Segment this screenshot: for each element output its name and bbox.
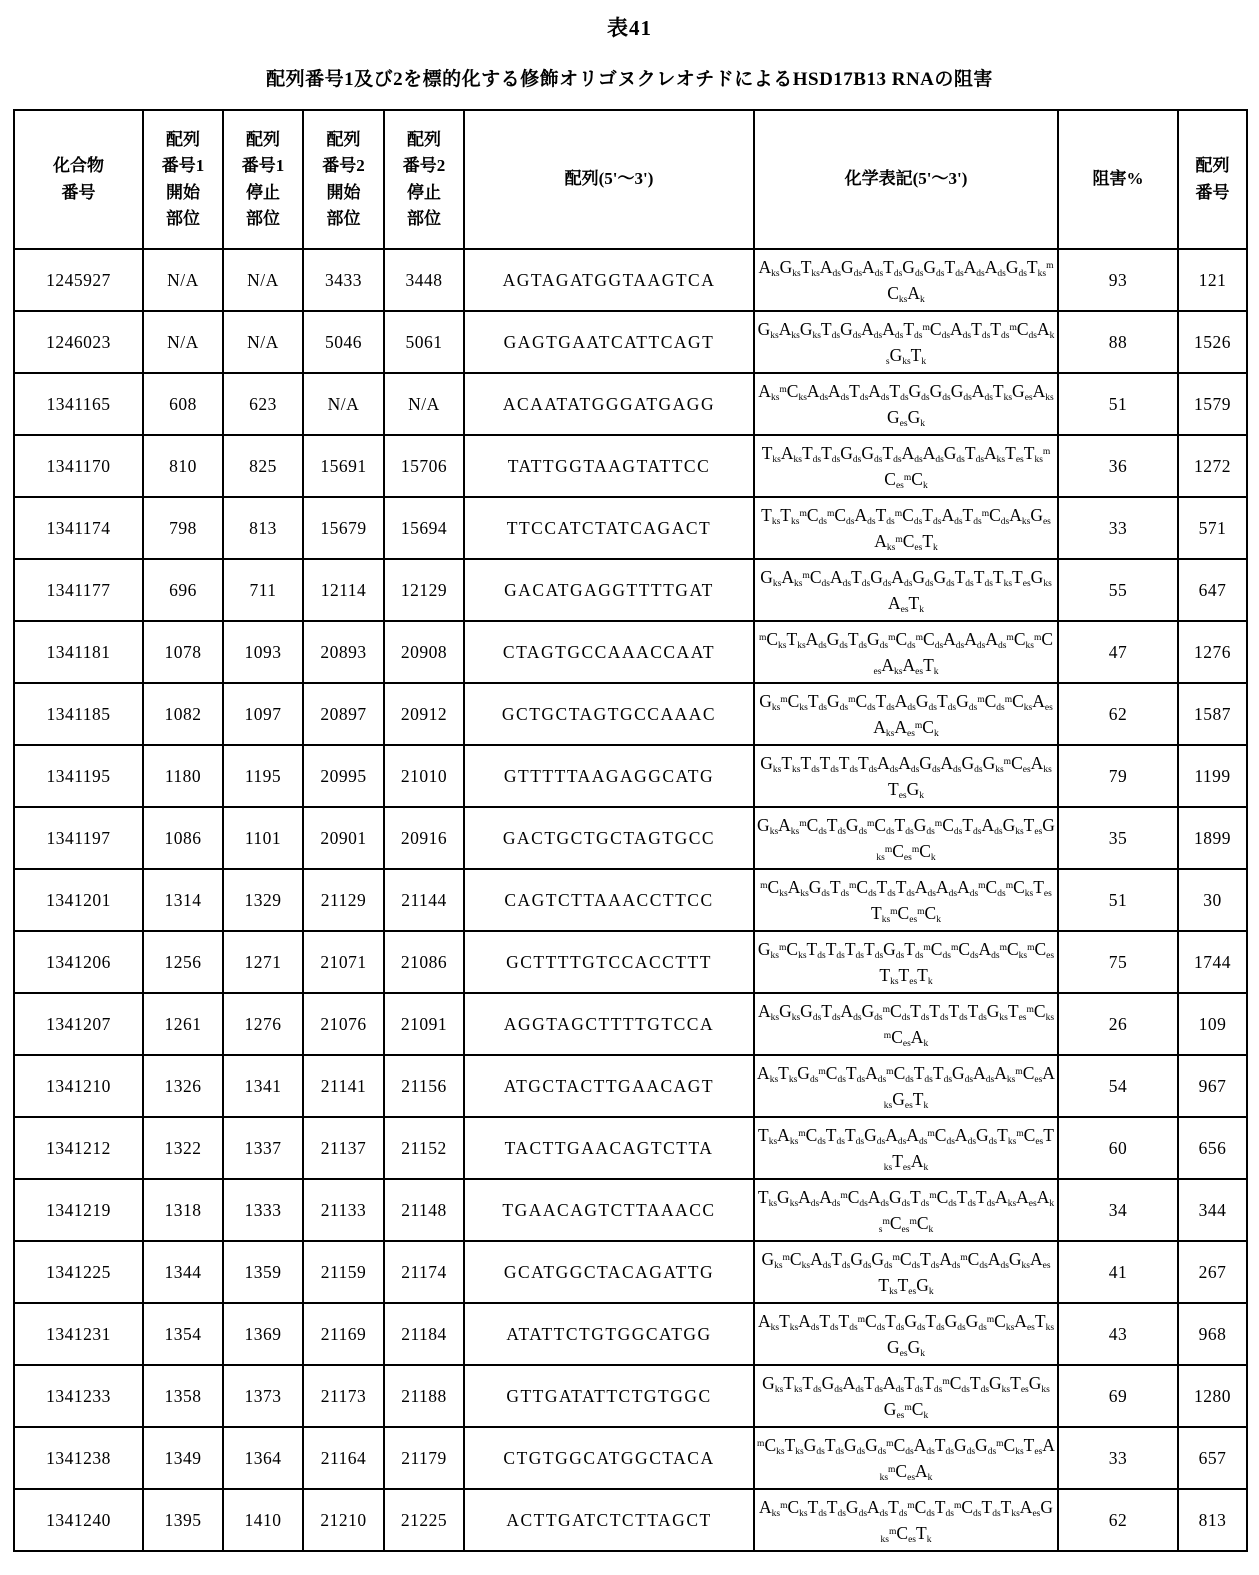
- inhibition-pct-cell: 93: [1058, 249, 1178, 311]
- sequence-cell: GTTTTTAAGAGGCATG: [464, 745, 754, 807]
- seq1-start-cell: 1395: [143, 1489, 223, 1551]
- table-row: [14, 869, 1247, 931]
- compound-number-cell: 1341206: [14, 931, 143, 993]
- chemistry-cell: $A_{ks}^mC_{ks}T_{ds}T_{ds}G_{ds}A_{ds}T_{ds}^mC_{ds}T_{ds}^mC_{ds}T_{ds}T_{ks}A_{es}G_{ks}^mC_{es}T_k$: [754, 1489, 1058, 1551]
- seq2-stop-cell: 21091: [384, 993, 464, 1055]
- seq-id-cell: 109: [1178, 993, 1247, 1055]
- table-row: [14, 1179, 1247, 1241]
- seq2-stop-cell: 21156: [384, 1055, 464, 1117]
- column-header-inhibition-pct: 阻害%: [1058, 110, 1178, 249]
- seq2-stop-cell: 21010: [384, 745, 464, 807]
- seq1-start-cell: 1078: [143, 621, 223, 683]
- seq1-stop-cell: 1276: [223, 993, 303, 1055]
- inhibition-pct-cell: 54: [1058, 1055, 1178, 1117]
- sequence-cell: ATATTCTGTGGCATGG: [464, 1303, 754, 1365]
- seq1-stop-cell: 1364: [223, 1427, 303, 1489]
- seq1-stop-cell: 1195: [223, 745, 303, 807]
- compound-number-cell: 1246023: [14, 311, 143, 373]
- inhibition-pct-cell: 43: [1058, 1303, 1178, 1365]
- compound-number-cell: 1341201: [14, 869, 143, 931]
- sequence-cell: GACATGAGGTTTTGAT: [464, 559, 754, 621]
- seq2-stop-cell: 20908: [384, 621, 464, 683]
- chemistry-cell: $A_{ks}T_{ks}A_{ds}T_{ds}T_{ds}^mC_{ds}T_{ds}G_{ds}T_{ds}G_{ds}G_{ds}^mC_{ks}A_{es}T_{ks}G_{es}G_k$: [754, 1303, 1058, 1365]
- seq2-start-cell: 21133: [303, 1179, 384, 1241]
- sequence-cell: GACTGCTGCTAGTGCC: [464, 807, 754, 869]
- column-header-seq1-stop: 配列 番号1 停止 部位: [223, 110, 303, 249]
- seq2-stop-cell: 21225: [384, 1489, 464, 1551]
- seq2-start-cell: 3433: [303, 249, 384, 311]
- inhibition-pct-cell: 69: [1058, 1365, 1178, 1427]
- seq1-stop-cell: 813: [223, 497, 303, 559]
- inhibition-pct-cell: 88: [1058, 311, 1178, 373]
- seq2-stop-cell: 20912: [384, 683, 464, 745]
- seq1-start-cell: N/A: [143, 249, 223, 311]
- seq1-start-cell: 1318: [143, 1179, 223, 1241]
- seq-id-cell: 571: [1178, 497, 1247, 559]
- seq-id-cell: 1280: [1178, 1365, 1247, 1427]
- seq2-stop-cell: 21184: [384, 1303, 464, 1365]
- seq1-start-cell: 798: [143, 497, 223, 559]
- seq1-stop-cell: 1271: [223, 931, 303, 993]
- compound-number-cell: 1341231: [14, 1303, 143, 1365]
- compound-number-cell: 1341197: [14, 807, 143, 869]
- chemistry-cell: $^mC_{ks}T_{ks}G_{ds}T_{ds}G_{ds}G_{ds}^mC_{ds}A_{ds}T_{ds}G_{ds}G_{ds}^mC_{ks}T_{es}A_{ks}^mC_{es}A_k$: [754, 1427, 1058, 1489]
- sequence-cell: CTGTGGCATGGCTACA: [464, 1427, 754, 1489]
- seq2-start-cell: 20893: [303, 621, 384, 683]
- sequence-cell: TGAACAGTCTTAAACC: [464, 1179, 754, 1241]
- sequence-cell: GTTGATATTCTGTGGC: [464, 1365, 754, 1427]
- compound-number-cell: 1341233: [14, 1365, 143, 1427]
- inhibition-pct-cell: 62: [1058, 683, 1178, 745]
- seq1-stop-cell: 1341: [223, 1055, 303, 1117]
- compound-number-cell: 1341181: [14, 621, 143, 683]
- sequence-cell: GAGTGAATCATTCAGT: [464, 311, 754, 373]
- sequence-cell: ACAATATGGGATGAGG: [464, 373, 754, 435]
- chemistry-cell: $G_{ks}T_{ks}T_{ds}T_{ds}T_{ds}T_{ds}A_{ds}A_{ds}G_{ds}A_{ds}G_{ds}G_{ks}^mC_{es}A_{ks}T_{es}G_k$: [754, 745, 1058, 807]
- seq1-stop-cell: 623: [223, 373, 303, 435]
- table-row: [14, 1489, 1247, 1551]
- compound-number-cell: 1341219: [14, 1179, 143, 1241]
- seq-id-cell: 647: [1178, 559, 1247, 621]
- table-row: [14, 311, 1247, 373]
- seq1-stop-cell: 1101: [223, 807, 303, 869]
- seq-id-cell: 813: [1178, 1489, 1247, 1551]
- seq-id-cell: 344: [1178, 1179, 1247, 1241]
- seq-id-cell: 1579: [1178, 373, 1247, 435]
- chemistry-cell: $A_{ks}G_{ks}G_{ds}T_{ds}A_{ds}G_{ds}^mC_{ds}T_{ds}T_{ds}T_{ds}T_{ds}G_{ks}T_{es}^mC_{ks}^mC_{es}A_k$: [754, 993, 1058, 1055]
- compound-number-cell: 1341177: [14, 559, 143, 621]
- inhibition-pct-cell: 60: [1058, 1117, 1178, 1179]
- sequence-cell: AGTAGATGGTAAGTCA: [464, 249, 754, 311]
- seq2-start-cell: 20901: [303, 807, 384, 869]
- column-header-chemistry: 化学表記(5'〜3'): [754, 110, 1058, 249]
- seq2-start-cell: 15679: [303, 497, 384, 559]
- seq-id-cell: 30: [1178, 869, 1247, 931]
- seq1-stop-cell: 1333: [223, 1179, 303, 1241]
- inhibition-pct-cell: 26: [1058, 993, 1178, 1055]
- seq-id-cell: 1272: [1178, 435, 1247, 497]
- seq2-start-cell: 21129: [303, 869, 384, 931]
- inhibition-pct-cell: 55: [1058, 559, 1178, 621]
- sequence-cell: TACTTGAACAGTCTTA: [464, 1117, 754, 1179]
- seq1-start-cell: 1180: [143, 745, 223, 807]
- table-row: [14, 621, 1247, 683]
- sequence-cell: GCTGCTAGTGCCAAAC: [464, 683, 754, 745]
- column-header-seq2-stop: 配列 番号2 停止 部位: [384, 110, 464, 249]
- seq1-stop-cell: N/A: [223, 311, 303, 373]
- table-row: [14, 1303, 1247, 1365]
- inhibition-pct-cell: 79: [1058, 745, 1178, 807]
- seq-id-cell: 968: [1178, 1303, 1247, 1365]
- table-subtitle: 配列番号1及び2を標的化する修飾オリゴヌクレオチドによるHSD17B13 RNAの阻害: [266, 69, 993, 90]
- table-body: [14, 249, 1247, 1551]
- seq-id-cell: 267: [1178, 1241, 1247, 1303]
- table-row: [14, 745, 1247, 807]
- seq-id-cell: 967: [1178, 1055, 1247, 1117]
- table-row: [14, 1365, 1247, 1427]
- compound-number-cell: 1341185: [14, 683, 143, 745]
- sequence-cell: ACTTGATCTCTTAGCT: [464, 1489, 754, 1551]
- seq1-start-cell: 1261: [143, 993, 223, 1055]
- seq2-start-cell: 21164: [303, 1427, 384, 1489]
- chemistry-cell: $G_{ks}^mC_{ks}T_{ds}G_{ds}^mC_{ds}T_{ds}A_{ds}G_{ds}T_{ds}G_{ds}^mC_{ds}^mC_{ks}A_{es}A_{ks}A_{es}^mC_k$: [754, 683, 1058, 745]
- seq1-stop-cell: 1369: [223, 1303, 303, 1365]
- chemistry-cell: $G_{ks}T_{ks}T_{ds}G_{ds}A_{ds}T_{ds}A_{ds}T_{ds}T_{ds}^mC_{ds}T_{ds}G_{ks}T_{es}G_{ks}G_{es}^mC_k$: [754, 1365, 1058, 1427]
- table-row: [14, 683, 1247, 745]
- seq2-start-cell: 5046: [303, 311, 384, 373]
- table-title: 表41: [607, 16, 652, 40]
- inhibition-pct-cell: 41: [1058, 1241, 1178, 1303]
- chemistry-cell: $A_{ks}^mC_{ks}A_{ds}A_{ds}T_{ds}A_{ds}T_{ds}G_{ds}G_{ds}G_{ds}A_{ds}T_{ks}G_{es}A_{ks}G_{es}G_k$: [754, 373, 1058, 435]
- seq2-stop-cell: N/A: [384, 373, 464, 435]
- inhibition-pct-cell: 51: [1058, 373, 1178, 435]
- inhibition-pct-cell: 62: [1058, 1489, 1178, 1551]
- seq2-stop-cell: 21086: [384, 931, 464, 993]
- seq2-stop-cell: 21148: [384, 1179, 464, 1241]
- seq-id-cell: 1526: [1178, 311, 1247, 373]
- seq1-stop-cell: 1093: [223, 621, 303, 683]
- seq2-start-cell: 21071: [303, 931, 384, 993]
- seq1-start-cell: 1256: [143, 931, 223, 993]
- chemistry-cell: $T_{ks}G_{ks}A_{ds}A_{ds}^mC_{ds}A_{ds}G_{ds}T_{ds}^mC_{ds}T_{ds}T_{ds}A_{ks}A_{es}A_{ks}^mC_{es}^mC_k$: [754, 1179, 1058, 1241]
- chemistry-cell: $T_{ks}A_{ks}^mC_{ds}T_{ds}T_{ds}G_{ds}A_{ds}A_{ds}^mC_{ds}A_{ds}G_{ds}T_{ks}^mC_{es}T_{ks}T_{es}A_k$: [754, 1117, 1058, 1179]
- table-row: [14, 807, 1247, 869]
- chemistry-cell: $G_{ks}A_{ks}G_{ks}T_{ds}G_{ds}A_{ds}A_{ds}T_{ds}^mC_{ds}A_{ds}T_{ds}T_{ds}^mC_{ds}A_{ks}G_{ks}T_k$: [754, 311, 1058, 373]
- table-row: [14, 1055, 1247, 1117]
- inhibition-pct-cell: 33: [1058, 1427, 1178, 1489]
- seq1-start-cell: 1322: [143, 1117, 223, 1179]
- seq-id-cell: 1744: [1178, 931, 1247, 993]
- seq-id-cell: 1899: [1178, 807, 1247, 869]
- seq2-stop-cell: 21152: [384, 1117, 464, 1179]
- table-row: [14, 1241, 1247, 1303]
- seq2-start-cell: 15691: [303, 435, 384, 497]
- compound-number-cell: 1341225: [14, 1241, 143, 1303]
- seq1-stop-cell: 1359: [223, 1241, 303, 1303]
- compound-number-cell: 1341212: [14, 1117, 143, 1179]
- seq2-stop-cell: 21179: [384, 1427, 464, 1489]
- seq1-stop-cell: 1097: [223, 683, 303, 745]
- seq1-start-cell: 810: [143, 435, 223, 497]
- seq2-start-cell: 12114: [303, 559, 384, 621]
- seq2-stop-cell: 20916: [384, 807, 464, 869]
- seq2-stop-cell: 5061: [384, 311, 464, 373]
- seq1-stop-cell: 825: [223, 435, 303, 497]
- table-row: [14, 1427, 1247, 1489]
- seq2-start-cell: 21173: [303, 1365, 384, 1427]
- compound-number-cell: 1341174: [14, 497, 143, 559]
- seq-id-cell: 1587: [1178, 683, 1247, 745]
- seq2-start-cell: 20897: [303, 683, 384, 745]
- seq2-start-cell: 21141: [303, 1055, 384, 1117]
- chemistry-cell: $^mC_{ks}A_{ks}G_{ds}T_{ds}^mC_{ds}T_{ds}T_{ds}A_{ds}A_{ds}A_{ds}^mC_{ds}^mC_{ks}T_{es}T_{ks}^mC_{es}^mC_k$: [754, 869, 1058, 931]
- chemistry-cell: $G_{ks}^mC_{ks}T_{ds}T_{ds}T_{ds}T_{ds}G_{ds}T_{ds}^mC_{ds}^mC_{ds}A_{ds}^mC_{ks}^mC_{es}T_{ks}T_{es}T_k$: [754, 931, 1058, 993]
- seq2-stop-cell: 21174: [384, 1241, 464, 1303]
- inhibition-pct-cell: 33: [1058, 497, 1178, 559]
- sequence-cell: GCTTTTGTCCACCTTT: [464, 931, 754, 993]
- seq1-start-cell: 1358: [143, 1365, 223, 1427]
- seq-id-cell: 121: [1178, 249, 1247, 311]
- inhibition-pct-cell: 75: [1058, 931, 1178, 993]
- compound-number-cell: 1341170: [14, 435, 143, 497]
- chemistry-cell: $G_{ks}^mC_{ks}A_{ds}T_{ds}G_{ds}G_{ds}^mC_{ds}T_{ds}A_{ds}^mC_{ds}A_{ds}G_{ks}A_{es}T_{ks}T_{es}G_k$: [754, 1241, 1058, 1303]
- seq2-start-cell: 21076: [303, 993, 384, 1055]
- seq1-start-cell: 1354: [143, 1303, 223, 1365]
- seq1-stop-cell: 1410: [223, 1489, 303, 1551]
- sequence-cell: ATGCTACTTGAACAGT: [464, 1055, 754, 1117]
- seq-id-cell: 1276: [1178, 621, 1247, 683]
- seq2-start-cell: 21137: [303, 1117, 384, 1179]
- table-row: [14, 993, 1247, 1055]
- table-row: [14, 1117, 1247, 1179]
- compound-number-cell: 1341195: [14, 745, 143, 807]
- table-row: [14, 497, 1247, 559]
- column-header-compound-number: 化合物 番号: [14, 110, 143, 249]
- chemistry-cell: $T_{ks}A_{ks}T_{ds}T_{ds}G_{ds}G_{ds}T_{ds}A_{ds}A_{ds}G_{ds}T_{ds}A_{ks}T_{es}T_{ks}^mC_{es}^mC_k$: [754, 435, 1058, 497]
- seq1-start-cell: 1344: [143, 1241, 223, 1303]
- inhibition-pct-cell: 47: [1058, 621, 1178, 683]
- compound-number-cell: 1341210: [14, 1055, 143, 1117]
- seq1-start-cell: 696: [143, 559, 223, 621]
- column-header-sequence: 配列(5'〜3'): [464, 110, 754, 249]
- seq2-stop-cell: 3448: [384, 249, 464, 311]
- compound-number-cell: 1245927: [14, 249, 143, 311]
- inhibition-pct-cell: 36: [1058, 435, 1178, 497]
- seq-id-cell: 1199: [1178, 745, 1247, 807]
- table-row: [14, 559, 1247, 621]
- seq2-stop-cell: 12129: [384, 559, 464, 621]
- seq2-start-cell: 21210: [303, 1489, 384, 1551]
- chemistry-cell: $^mC_{ks}T_{ks}A_{ds}G_{ds}T_{ds}G_{ds}^mC_{ds}^mC_{ds}A_{ds}A_{ds}A_{ds}^mC_{ks}^mC_{es}A_{ks}A_{es}T_k$: [754, 621, 1058, 683]
- sequence-cell: TTCCATCTATCAGACT: [464, 497, 754, 559]
- seq2-stop-cell: 15706: [384, 435, 464, 497]
- seq1-start-cell: 608: [143, 373, 223, 435]
- column-header-seq1-start: 配列 番号1 開始 部位: [143, 110, 223, 249]
- seq1-start-cell: 1349: [143, 1427, 223, 1489]
- oligonucleotide-table: [13, 109, 1248, 1552]
- seq2-start-cell: N/A: [303, 373, 384, 435]
- table-header-row: [14, 110, 1247, 249]
- seq1-stop-cell: 1373: [223, 1365, 303, 1427]
- seq1-stop-cell: 711: [223, 559, 303, 621]
- chemistry-cell: $A_{ks}T_{ks}G_{ds}^mC_{ds}T_{ds}A_{ds}^mC_{ds}T_{ds}T_{ds}G_{ds}A_{ds}A_{ks}^mC_{es}A_{ks}G_{es}T_k$: [754, 1055, 1058, 1117]
- compound-number-cell: 1341207: [14, 993, 143, 1055]
- seq1-start-cell: N/A: [143, 311, 223, 373]
- table-header: [14, 110, 1247, 249]
- seq2-stop-cell: 15694: [384, 497, 464, 559]
- chemistry-cell: $T_{ks}T_{ks}^mC_{ds}^mC_{ds}A_{ds}T_{ds}^mC_{ds}T_{ds}A_{ds}T_{ds}^mC_{ds}A_{ks}G_{es}A_{ks}^mC_{es}T_k$: [754, 497, 1058, 559]
- table-row: [14, 373, 1247, 435]
- compound-number-cell: 1341238: [14, 1427, 143, 1489]
- seq1-start-cell: 1082: [143, 683, 223, 745]
- seq2-stop-cell: 21144: [384, 869, 464, 931]
- seq1-start-cell: 1086: [143, 807, 223, 869]
- compound-number-cell: 1341165: [14, 373, 143, 435]
- seq1-start-cell: 1326: [143, 1055, 223, 1117]
- seq2-start-cell: 21159: [303, 1241, 384, 1303]
- sequence-cell: TATTGGTAAGTATTCC: [464, 435, 754, 497]
- chemistry-cell: $A_{ks}G_{ks}T_{ks}A_{ds}G_{ds}A_{ds}T_{ds}G_{ds}G_{ds}T_{ds}A_{ds}A_{ds}G_{ds}T_{ks}^mC_{ks}A_k$: [754, 249, 1058, 311]
- table-row: [14, 435, 1247, 497]
- sequence-cell: GCATGGCTACAGATTG: [464, 1241, 754, 1303]
- sequence-cell: AGGTAGCTTTTGTCCA: [464, 993, 754, 1055]
- inhibition-pct-cell: 35: [1058, 807, 1178, 869]
- seq2-start-cell: 21169: [303, 1303, 384, 1365]
- compound-number-cell: 1341240: [14, 1489, 143, 1551]
- inhibition-pct-cell: 34: [1058, 1179, 1178, 1241]
- seq1-stop-cell: N/A: [223, 249, 303, 311]
- seq1-stop-cell: 1337: [223, 1117, 303, 1179]
- table-row: [14, 931, 1247, 993]
- table-row: [14, 249, 1247, 311]
- sequence-cell: CTAGTGCCAAACCAAT: [464, 621, 754, 683]
- chemistry-cell: $G_{ks}A_{ks}^mC_{ds}A_{ds}T_{ds}G_{ds}A_{ds}G_{ds}G_{ds}T_{ds}T_{ds}T_{ks}T_{es}G_{ks}A_{es}T_k$: [754, 559, 1058, 621]
- seq2-stop-cell: 21188: [384, 1365, 464, 1427]
- seq1-stop-cell: 1329: [223, 869, 303, 931]
- sequence-cell: CAGTCTTAAACCTTCC: [464, 869, 754, 931]
- seq-id-cell: 656: [1178, 1117, 1247, 1179]
- inhibition-pct-cell: 51: [1058, 869, 1178, 931]
- column-header-seq-id: 配列 番号: [1178, 110, 1247, 249]
- seq1-start-cell: 1314: [143, 869, 223, 931]
- column-header-seq2-start: 配列 番号2 開始 部位: [303, 110, 384, 249]
- chemistry-cell: $G_{ks}A_{ks}^mC_{ds}T_{ds}G_{ds}^mC_{ds}T_{ds}G_{ds}^mC_{ds}T_{ds}A_{ds}G_{ks}T_{es}G_{ks}^mC_{es}^mC_k$: [754, 807, 1058, 869]
- seq-id-cell: 657: [1178, 1427, 1247, 1489]
- seq2-start-cell: 20995: [303, 745, 384, 807]
